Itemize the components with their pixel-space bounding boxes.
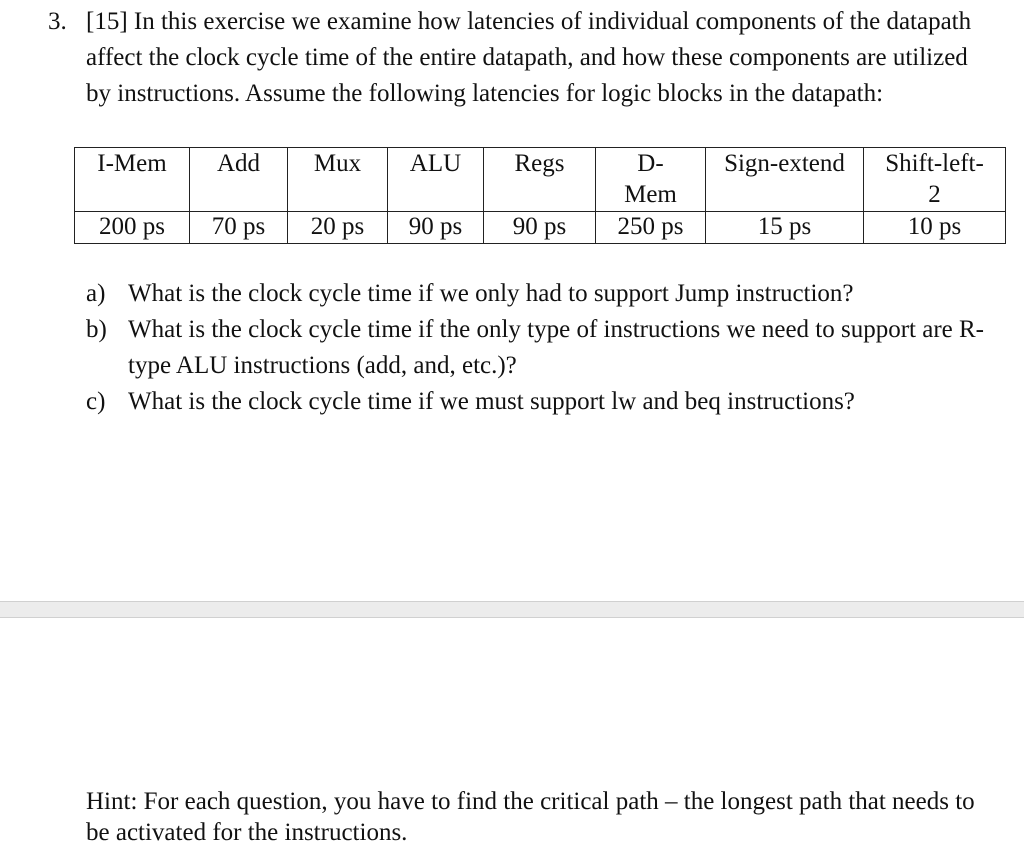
header-cell-shift-left-2: Shift-left-2 (864, 148, 1006, 212)
value-cell-d-mem: 250 ps (596, 212, 706, 244)
value-cell-mux: 20 ps (288, 212, 388, 244)
value-cell-i-mem: 200 ps (75, 212, 190, 244)
table-header-row (75, 148, 1006, 212)
question-c (86, 384, 1006, 420)
problem-number: 3. (48, 8, 67, 35)
header-cell-add: Add (190, 148, 288, 212)
question-label: c) (86, 388, 106, 415)
question-text: What is the clock cycle time if we must support lw and beq instructions? (128, 388, 855, 415)
page-break-divider (0, 601, 1024, 618)
header-cell-i-mem: I-Mem (75, 148, 190, 212)
table-value-row (75, 212, 1006, 244)
problem-statement: [15] In this exercise we examine how latencies of individual components of the datapath affect the clock cycle time of the entire datapath, and how these components are utilized by instructions. Assume the following latencies for logic blocks in the datapath: (86, 8, 972, 107)
latency-table (74, 147, 1006, 244)
header-cell-alu: ALU (388, 148, 484, 212)
header-cell-regs: Regs (484, 148, 596, 212)
question-label: a) (86, 280, 106, 307)
value-cell-alu: 90 ps (388, 212, 484, 244)
question-text: What is the clock cycle time if we only had to support Jump instruction? (128, 280, 854, 307)
header-cell-sign-extend: Sign-extend (706, 148, 864, 212)
hint-text: Hint: For each question, you have to find the critical path – the longest path that needs to be activated for the instructions. (86, 788, 975, 846)
value-cell-add: 70 ps (190, 212, 288, 244)
question-list (86, 276, 1006, 420)
header-cell-mux: Mux (288, 148, 388, 212)
value-cell-shift-left-2: 10 ps (864, 212, 1006, 244)
value-cell-sign-extend: 15 ps (706, 212, 864, 244)
value-cell-regs: 90 ps (484, 212, 596, 244)
question-b (86, 312, 1006, 384)
question-a (86, 276, 1006, 312)
question-text: What is the clock cycle time if the only type of instructions we need to support are R-type ALU instructions (add, and, etc.)? (128, 316, 985, 379)
header-cell-d-mem: D-Mem (596, 148, 706, 212)
question-label: b) (86, 316, 107, 343)
